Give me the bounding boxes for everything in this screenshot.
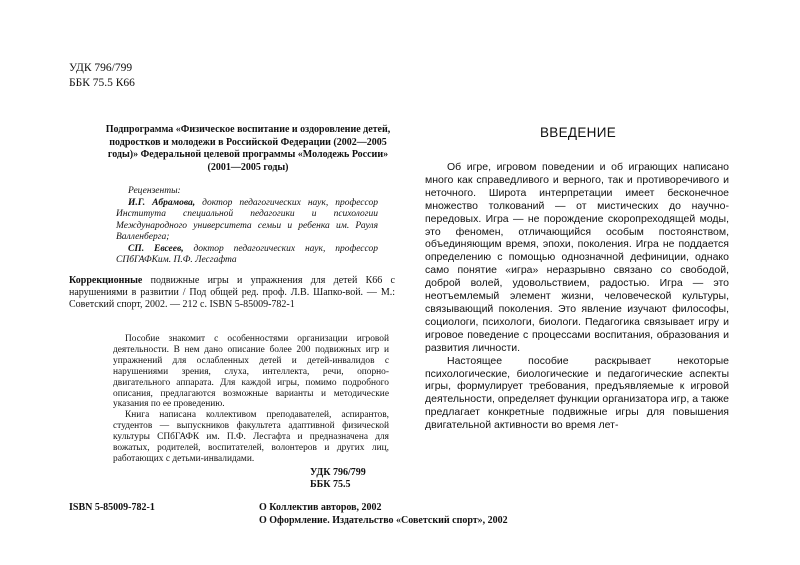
biblio-title: Коррекционные <box>69 275 143 286</box>
annotation-paragraph-2: Книга написана коллективом преподавателей, аспирантов, студентов — выпускников факультета адаптивной физической культуры СПбГАФК им. П.Ф. Лесгафта и предназначена для вожатых, родителей, воспитателей, волонтеров и других лиц, работающих с детьми-инвалидами. <box>113 410 389 464</box>
classification-codes <box>69 61 135 91</box>
copyright-design: О Оформление. Издательство «Советский спорт», 2002 <box>259 514 508 526</box>
isbn: ISBN 5-85009-782-1 <box>69 502 155 513</box>
copyright-block <box>259 502 508 527</box>
classification-codes-bottom <box>310 467 366 491</box>
reviewer-1-name: И.Г. Абрамова, <box>128 197 196 208</box>
biblio-text: подвижные игры и упражнения для детей К66 с нарушениями в развитии / Под общей ред. проф. Л.В. Шапко-вой. — М.: Советский спорт, 2002. — 212 с. ISBN 5-85009-782-1 <box>69 275 395 310</box>
bibliographic-record <box>69 275 395 310</box>
intro-paragraph-2: Настоящее пособие раскрывает некоторые психологические, биологические и педагогические аспекты игры, формулирует требования, предъявляемые к игровой деятельности, определяет функции организатора игр, а также предлагает конкретные подвижные игры для повышения двигательной активности во время лет- <box>425 354 729 432</box>
introduction-text <box>425 161 729 432</box>
udk-code: УДК 796/799 <box>69 62 133 74</box>
bbk-code-bottom: ББК 75.5 <box>310 479 351 490</box>
copyright-authors: О Коллектив авторов, 2002 <box>259 502 382 513</box>
annotation <box>113 334 389 465</box>
annotation-paragraph-1: Пособие знакомит с особенностями организации игровой деятельности. В нем дано описание более 200 подвижных игр и упражнений для ослабленных детей и детей-инвалидов с нарушениями зрения, слуха, интеллекта, речи, опорно-двигательного аппарата. Для каждой игры, помимо подробного описания, предлагаются возможные варианты и методические указания по ее проведению. <box>113 334 389 410</box>
chapter-title: ВВЕДЕНИЕ <box>539 125 617 140</box>
reviewer-1-text: доктор педагогических наук, профессор Института специальной педагогики и психологии Международного университета семьи и ребенка им. Рауля Валленберга; <box>116 197 378 242</box>
program-note: Подпрограмма «Физическое воспитание и оздоровление детей, подростков и молодежи в Российской Федерации (2002—2005 годы)» Федеральной целевой программы «Молодежь России» (2001—2005 годы) <box>105 124 391 173</box>
reviewers-block <box>116 186 378 267</box>
bbk-code: ББК 75.5 К66 <box>69 77 135 89</box>
reviewer-2-text: доктор педагогических наук, профессор СПбГАФКим. П.Ф. Лесгафта <box>116 243 378 265</box>
reviewer-1 <box>116 198 378 244</box>
reviewers-label: Рецензенты: <box>128 186 181 196</box>
udk-code-bottom: УДК 796/799 <box>310 467 366 478</box>
intro-paragraph-1: Об игре, игровом поведении и об играющих написано много как справедливого и верного, так и противоречивого и неточного. Широта интерпретации имеет бесконечное множество толкований — от мистических до научно-передовых. Игра — не порождение скоропреходящей моды, это феномен, отличающийся особым постоянством, объединяющим время, эпохи, поколения. Игра не поддается определению с помощью однозначной дефиниции, однако само понятие «игра» неразрывно связано со свободой, доброй волей, удовольствием, радостью. Игра — это неотъемлемый элемент жизни, человеческой культуры, связывающий поколения. Это явление изучают философы, социологи, психологи, биологи. Педагогика связывает игру и игровое поведение с процессами воспитания, образования и развития личности. <box>425 161 729 354</box>
reviewer-2-name: СП. Евсеев, <box>128 243 184 254</box>
reviewer-2 <box>116 244 378 267</box>
